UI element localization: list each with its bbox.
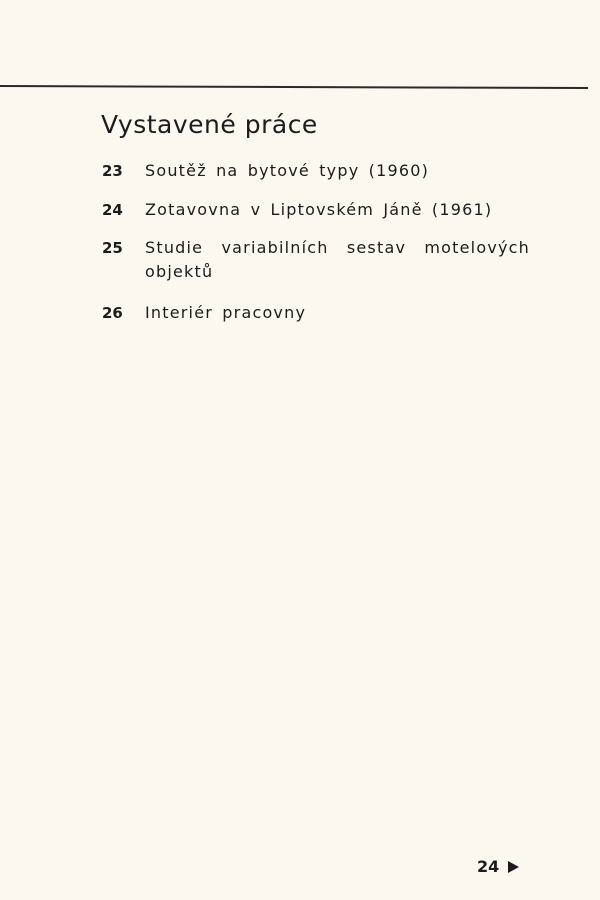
item-number: 23: [102, 162, 123, 180]
triangle-right-icon: [508, 861, 519, 873]
item-text: Studie variabilních sestav motelových objektů: [145, 238, 530, 281]
page-number: 24: [477, 857, 500, 876]
page-footer: [477, 857, 519, 876]
item-number: 24: [102, 201, 123, 219]
horizontal-rule: [0, 85, 588, 89]
item-text: Interiér pracovny: [145, 303, 307, 322]
item-text: Soutěž na bytové typy (1960): [145, 161, 430, 180]
item-number: 26: [102, 304, 123, 322]
item-text: Zotavovna v Liptovském Jáně (1961): [145, 200, 493, 219]
item-number: 25: [102, 239, 123, 257]
page-title: Vystavené práce: [101, 110, 318, 139]
